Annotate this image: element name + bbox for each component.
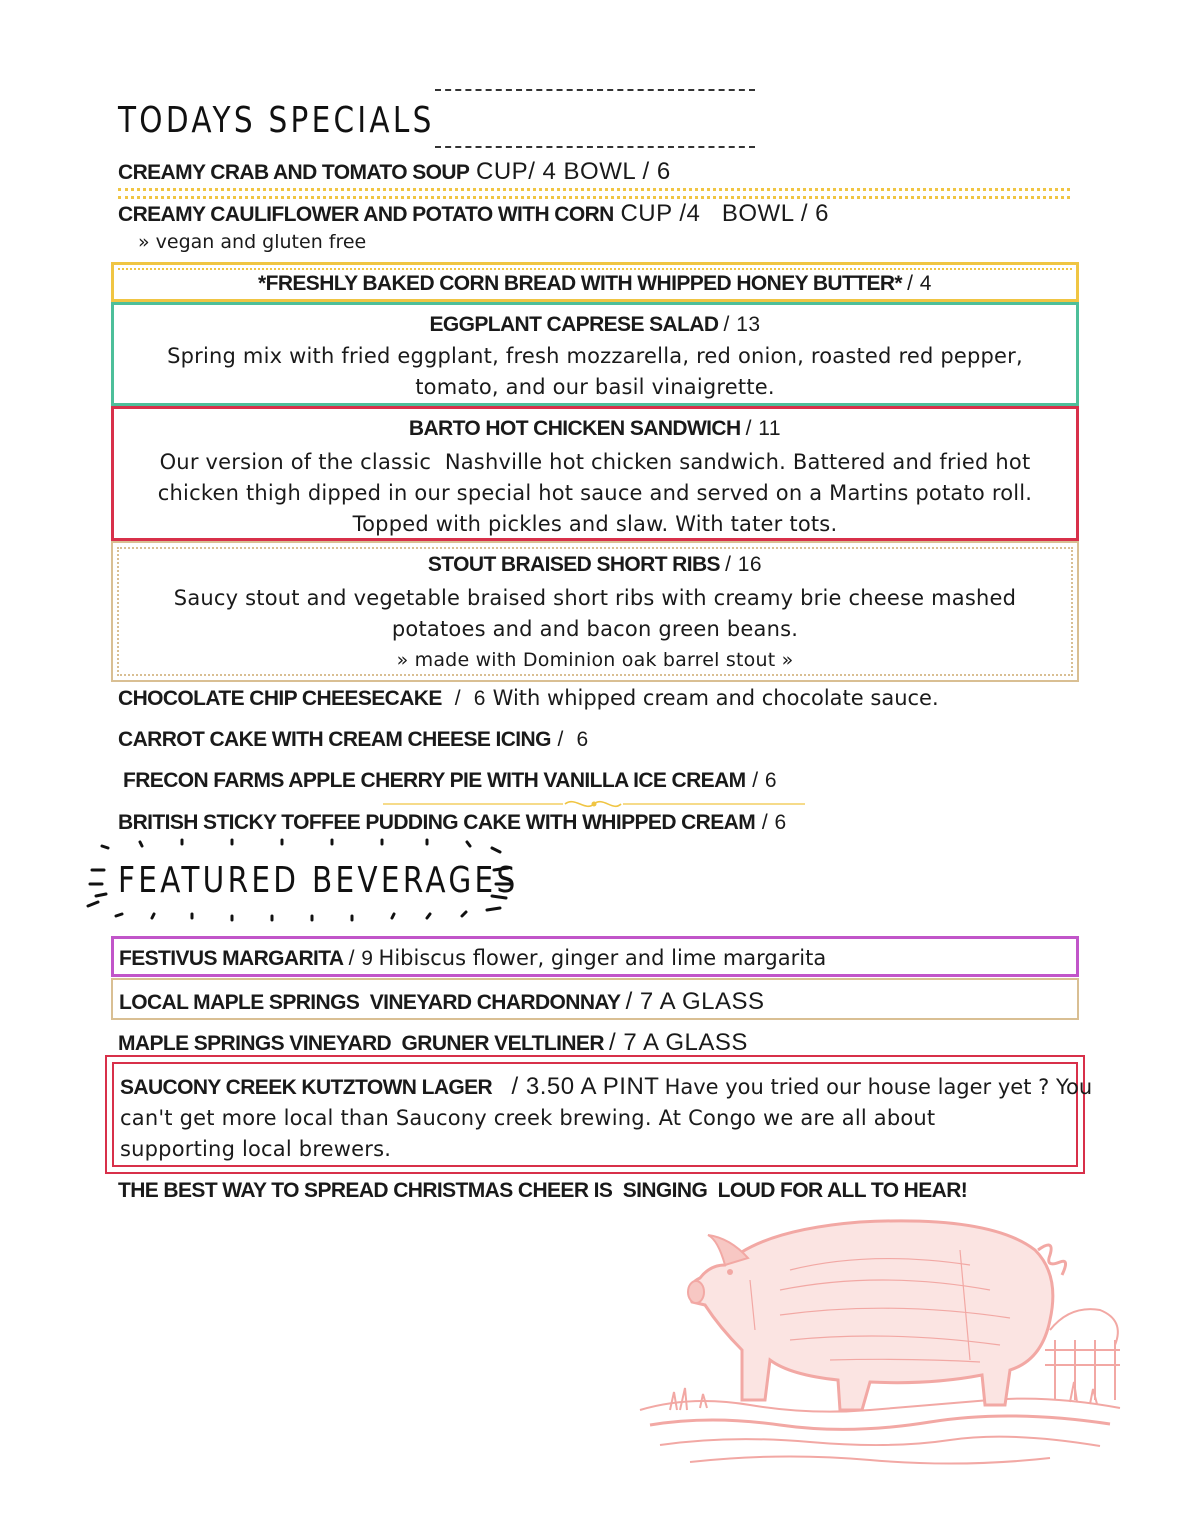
beverages-heading: FEATURED BEVERAGES — [118, 860, 519, 901]
gruner-row — [111, 1020, 1079, 1060]
item-price: CUP /4 BOWL / 6 — [620, 200, 829, 227]
dotted-divider — [118, 196, 1070, 199]
item-price: / 6 — [752, 769, 778, 792]
sandwich-desc-1: Our version of the classic Nashville hot chicken sandwich. Battered and fried hot — [159, 450, 1031, 474]
gruner-name: MAPLE SPRINGS VINEYARD GRUNER VELTLINER — [118, 1032, 604, 1055]
item-note: » vegan and gluten free — [138, 231, 367, 253]
ribs-desc-2: potatoes and and bacon green beans. — [391, 617, 799, 641]
specials-heading: TODAYS SPECIALS — [118, 100, 435, 141]
lager-desc-2: can't get more local than Saucony creek brewing. At Congo we are all about — [120, 1106, 936, 1130]
sandwich-desc-3: Topped with pickles and slaw. With tater tots. — [352, 512, 838, 536]
ribs-note: » made with Dominion oak barrel stout » — [396, 649, 794, 671]
margarita-price: / 9 — [348, 947, 374, 970]
item-price: / 6 — [557, 728, 589, 751]
menu-item-cauliflower-soup — [118, 200, 829, 228]
item-name: CREAMY CAULIFLOWER AND POTATO WITH CORN — [118, 203, 614, 226]
salad-desc-2: tomato, and our basil vinaigrette. — [415, 375, 775, 399]
item-name: BRITISH STICKY TOFFEE PUDDING CAKE WITH WHIPPED CREAM — [118, 811, 756, 834]
item-price: / 6 — [454, 687, 486, 710]
lager-desc-1: Have you tried our house lager yet ? You — [664, 1075, 1093, 1099]
closing-text: THE BEST WAY TO SPREAD CHRISTMAS CHEER IS SINGING LOUD FOR ALL TO HEAR! — [118, 1179, 968, 1202]
salad-price: / 13 — [723, 313, 761, 336]
cornbread-price: / 4 — [907, 272, 932, 295]
closing-line — [118, 1178, 967, 1203]
margarita-name: FESTIVUS MARGARITA — [119, 947, 344, 970]
heading-rule-bottom — [435, 146, 755, 148]
item-name: CHOCOLATE CHIP CHEESECAKE — [118, 687, 442, 710]
lager-price: / 3.50 A PINT — [511, 1073, 660, 1100]
sandwich-price: / 11 — [745, 417, 782, 440]
item-name: CREAMY CRAB AND TOMATO SOUP — [118, 161, 470, 184]
menu-item-crab-soup — [118, 158, 671, 186]
lager-desc-3: supporting local brewers. — [120, 1137, 392, 1161]
ribs-box — [111, 541, 1079, 682]
margarita-box — [111, 936, 1079, 977]
menu-item-carrot-cake — [118, 727, 589, 752]
lager-name: SAUCONY CREEK KUTZTOWN LAGER — [120, 1076, 493, 1099]
salad-desc-1: Spring mix with fried eggplant, fresh mozzarella, red onion, roasted red pepper, — [167, 344, 1023, 368]
menu-item-toffee-cake — [118, 810, 787, 835]
margarita-desc: Hibiscus flower, ginger and lime margarita — [378, 946, 827, 970]
menu-item-apple-pie — [123, 768, 777, 793]
lager-box — [105, 1055, 1093, 1174]
item-name: CARROT CAKE WITH CREAM CHEESE ICING — [118, 728, 551, 751]
item-name: FRECON FARMS APPLE CHERRY PIE WITH VANILLA ICE CREAM — [123, 769, 746, 792]
dotted-divider — [118, 188, 1070, 191]
sandwich-name: BARTO HOT CHICKEN SANDWICH — [408, 417, 741, 440]
ribs-desc-1: Saucy stout and vegetable braised short ribs with creamy brie cheese mashed — [173, 586, 1017, 610]
item-desc: With whipped cream and chocolate sauce. — [492, 686, 939, 710]
heading-rule-top — [435, 89, 755, 91]
salad-name: EGGPLANT CAPRESE SALAD — [429, 313, 719, 336]
gruner-price: / 7 A GLASS — [609, 1029, 748, 1056]
ribs-name: STOUT BRAISED SHORT RIBS — [427, 553, 720, 576]
chardonnay-price: / 7 A GLASS — [625, 988, 765, 1015]
sandwich-desc-2: chicken thigh dipped in our special hot sauce and served on a Martins potato roll. — [157, 481, 1033, 505]
sandwich-box — [111, 406, 1079, 541]
cornbread-box — [111, 262, 1079, 302]
salad-box — [111, 302, 1079, 406]
item-price: / 6 — [761, 811, 787, 834]
chardonnay-name: LOCAL MAPLE SPRINGS VINEYARD CHARDONNAY — [119, 991, 621, 1014]
cornbread-name: *FRESHLY BAKED CORN BREAD WITH WHIPPED HONEY BUTTER* — [258, 272, 903, 295]
item-price: CUP/ 4 BOWL / 6 — [476, 158, 671, 185]
chardonnay-box — [111, 978, 1079, 1020]
menu-item-cheesecake — [118, 686, 939, 711]
pig-illustration — [630, 1210, 1130, 1470]
dotted-inner-rule — [118, 268, 1072, 270]
ribs-price: / 16 — [725, 553, 763, 576]
